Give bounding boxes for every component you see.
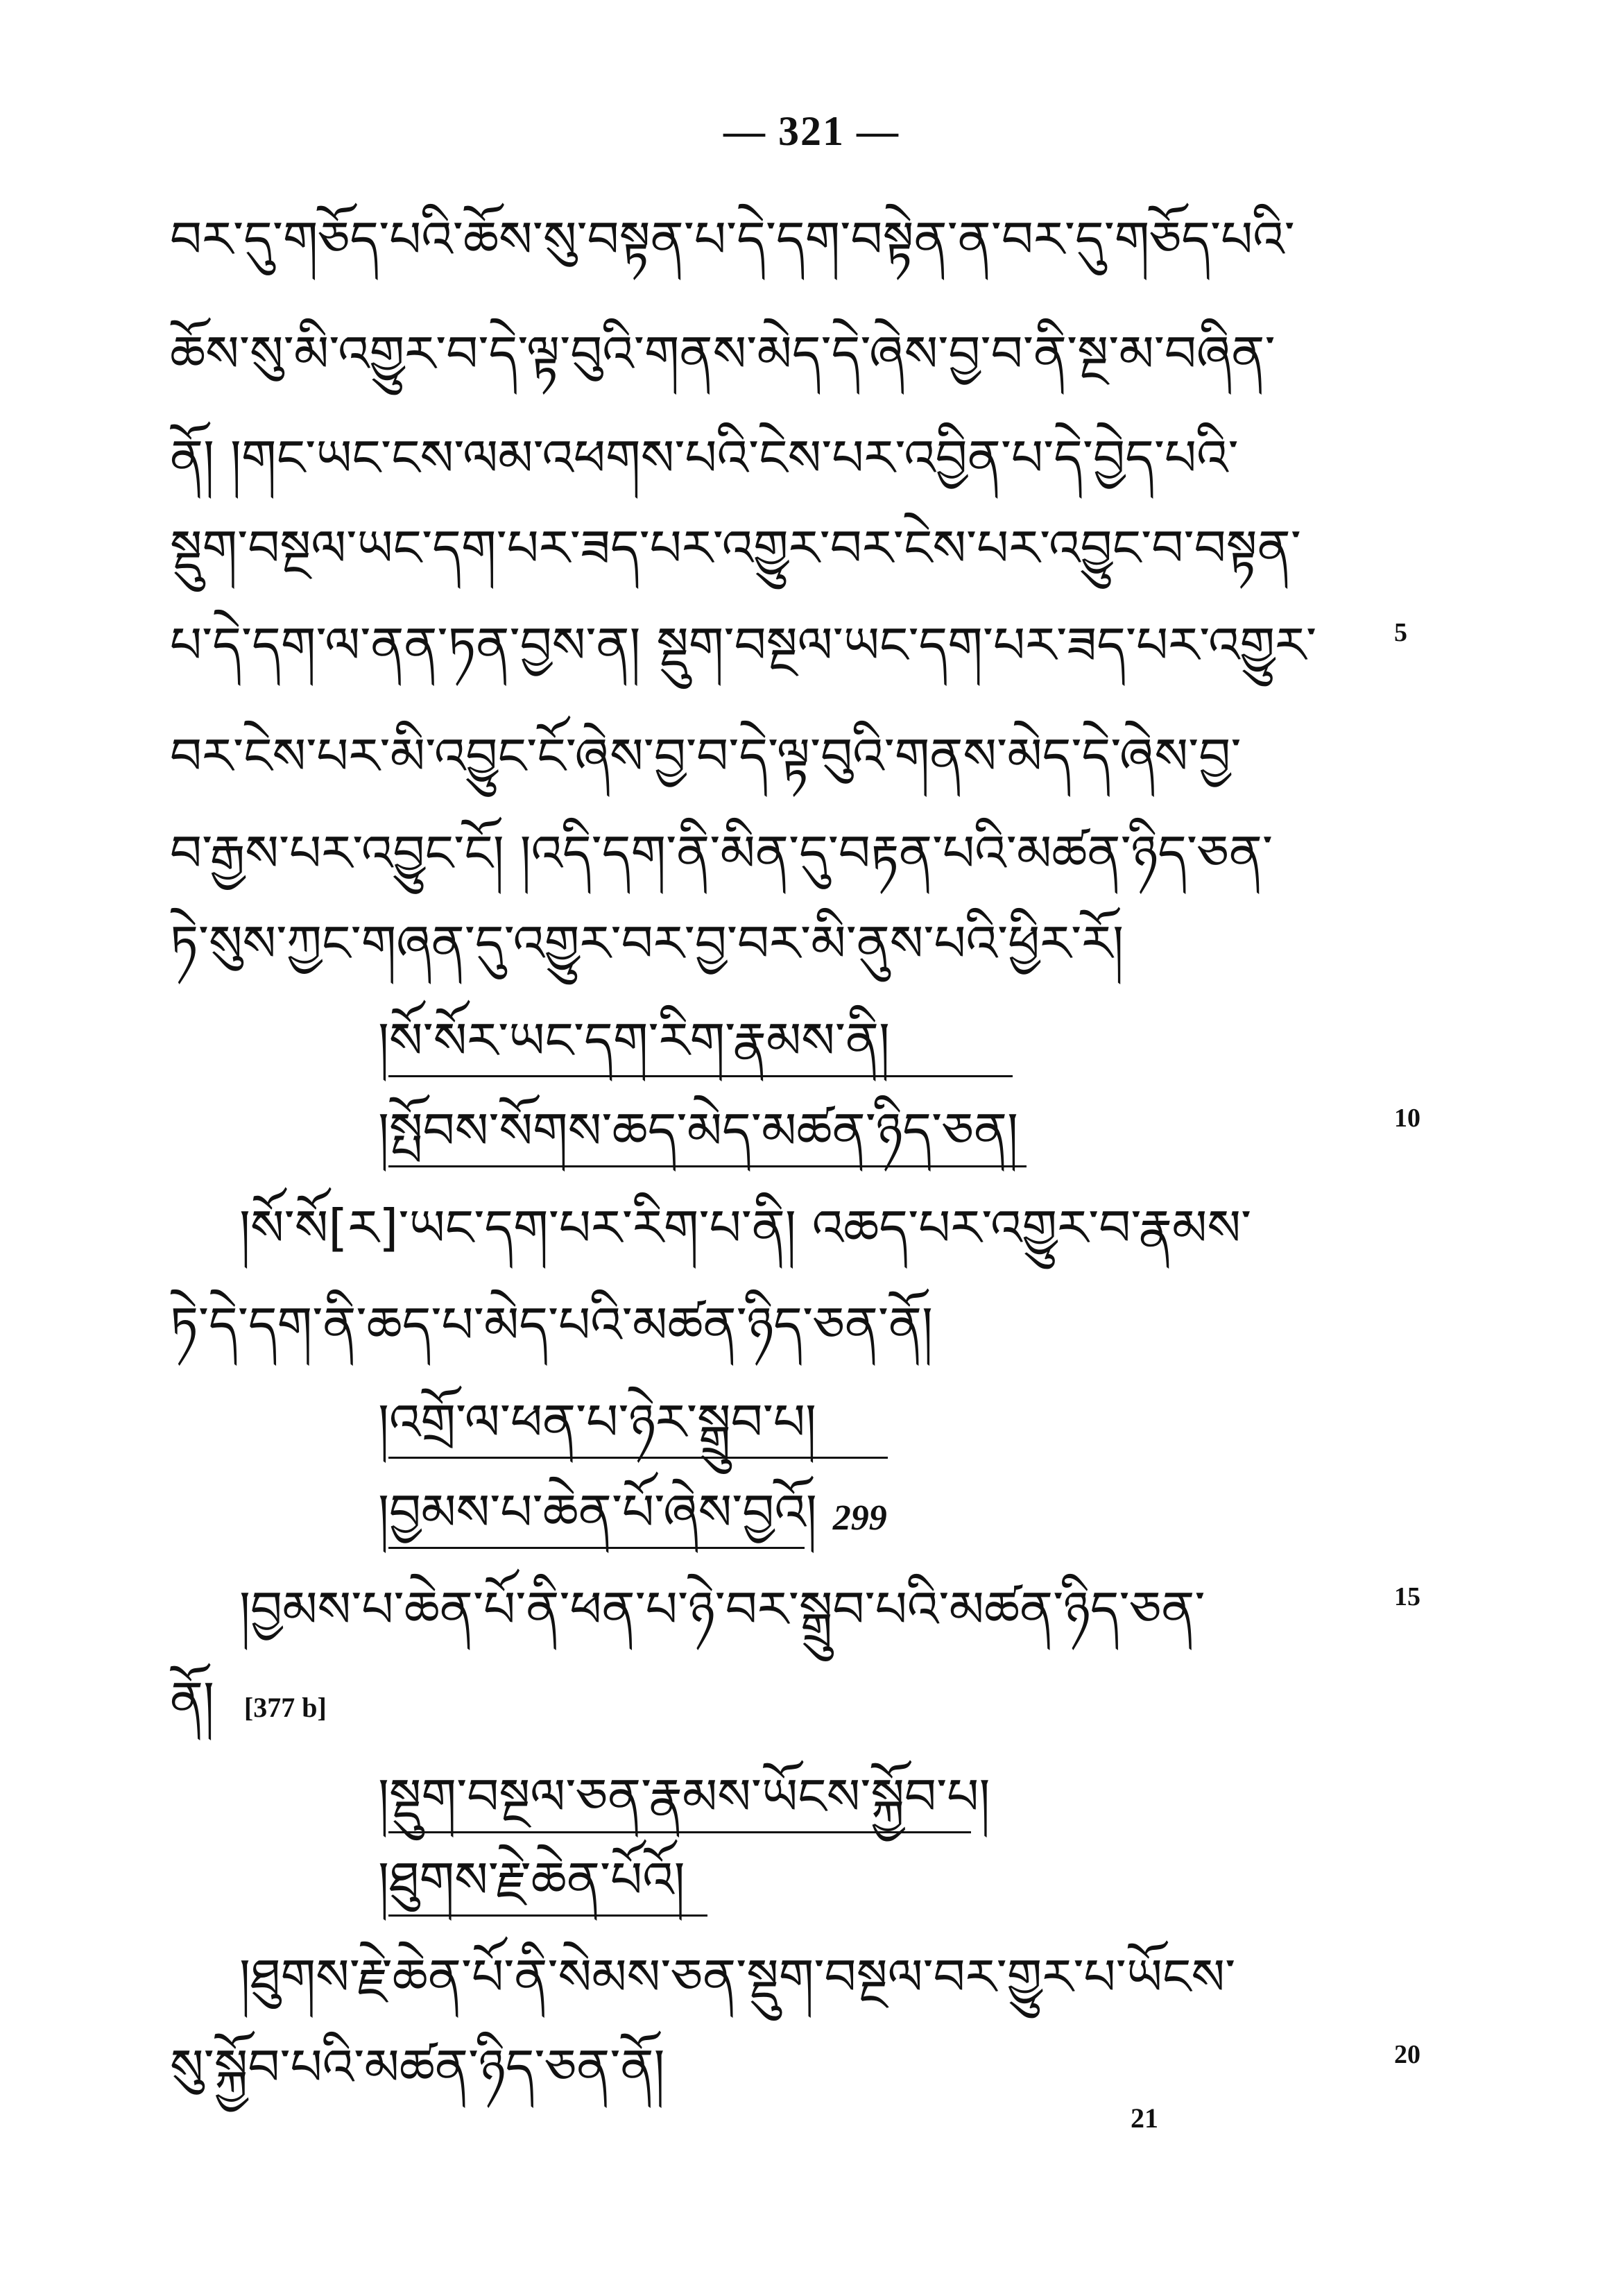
line-number: 20 — [1394, 2040, 1420, 2069]
verse-line-4 — [378, 1477, 887, 1553]
page-number: — 321 — — [723, 108, 900, 154]
folio-reference: [377 b] — [243, 1692, 327, 1723]
verse-line-2: །སྤོབས་སོགས་ཆད་མེད་མཚན་ཉིད་ཅན། — [378, 1102, 1018, 1160]
text-line-12 — [170, 1665, 327, 1742]
text-line-11: །བྱམས་པ་ཆེན་པོ་ནི་ཕན་པ་ཉེ་བར་སྒྲུབ་པའི་མཚན་ཉིད་ཅན་ — [239, 1580, 1205, 1638]
text-line-1: བར་དུ་གཅོད་པའི་ཆོས་སུ་བསྟན་པ་དེ་དག་བསྟེན་ན་བར་དུ་གཅོད་པའི་ — [170, 210, 1295, 268]
line-number: 10 — [1394, 1104, 1420, 1133]
verse-underline — [388, 1914, 707, 1917]
text-line-2: ཆོས་སུ་མི་འགྱུར་བ་དེ་ལྟ་བུའི་གནས་མེད་དེ་ཞེས་བྱ་བ་ནི་སྔ་མ་བཞིན་ — [170, 325, 1276, 383]
verse-line-1: །སོ་སོར་ཡང་དག་རིག་རྣམས་ནི། — [378, 1011, 891, 1070]
text-line-13: །ཐུགས་རྗེ་ཆེན་པོ་ནི་སེམས་ཅན་སྡུག་བསྔལ་བར་གྱུར་པ་ཡོངས་ — [239, 1948, 1236, 2006]
text-line-10: ཏེ་དེ་དག་ནི་ཆད་པ་མེད་པའི་མཚན་ཉིད་ཅན་ནོ། — [170, 1296, 934, 1354]
verse-line-6: །ཐུགས་རྗེ་ཆེན་པོའོ། — [378, 1851, 685, 1909]
line-text: ནོ། — [170, 1670, 215, 1729]
text-line-5: པ་དེ་དག་ལ་ནན་ཏན་བྱས་ན། སྡུག་བསྔལ་ཡང་དག་པར་ཟད་པར་འགྱུར་ — [170, 616, 1317, 674]
text-line-4: སྡུག་བསྔལ་ཡང་དག་པར་ཟད་པར་འགྱུར་བར་ངེས་པར་འབྱུང་བ་བསྟན་ — [170, 519, 1301, 577]
margin-note: 299 — [832, 1498, 887, 1538]
verse-underline — [388, 1831, 971, 1833]
verse-underline — [388, 1457, 888, 1459]
verse-underline — [388, 1547, 805, 1549]
text-line-8: ཏེ་སུས་ཀྱང་གཞན་དུ་འགྱུར་བར་བྱ་བར་མི་ནུས་པའི་ཕྱིར་རོ། — [170, 914, 1124, 973]
verse-underline — [388, 1165, 1027, 1167]
line-number: 15 — [1394, 1582, 1420, 1611]
verse-line-3: །འགྲོ་ལ་ཕན་པ་ཉེར་སྒྲུབ་པ། — [378, 1393, 817, 1451]
line-number: 5 — [1394, 618, 1407, 647]
verse-line-5: །སྡུག་བསྔལ་ཅན་རྣམས་ཡོངས་སྐྱོབ་པ། — [378, 1767, 990, 1826]
text-line-9: །སོ་སོ[ར]་ཡང་དག་པར་རིག་པ་ནི། འཆད་པར་འགྱུར་བ་རྣམས་ — [239, 1199, 1252, 1257]
text-line-7: བ་རྒྱས་པར་འབྱུང་ངོ། །འདི་དག་ནི་མིན་དུ་བརྟན་པའི་མཚན་ཉིད་ཅན་ — [170, 824, 1273, 882]
text-line-6: བར་ངེས་པར་མི་འབྱུང་ངོ་ཞེས་བྱ་བ་དེ་ལྟ་བུའི་གནས་མེད་དེ་ཞེས་བྱ་ — [170, 727, 1242, 785]
text-line-3: ནོ། །གང་ཡང་ངས་ལམ་འཕགས་པའི་ངེས་པར་འབྱིན་པ་དེ་བྱེད་པའི་ — [170, 429, 1239, 487]
verse-text: །བྱམས་པ་ཆེན་པོ་ཞེས་བྱའོ། — [378, 1483, 817, 1541]
text-line-14: སུ་སྐྱོབ་པའི་མཚན་ཉིད་ཅན་ནོ། — [170, 2038, 665, 2096]
signature-mark: 21 — [1131, 2102, 1158, 2134]
verse-underline — [388, 1075, 1013, 1077]
